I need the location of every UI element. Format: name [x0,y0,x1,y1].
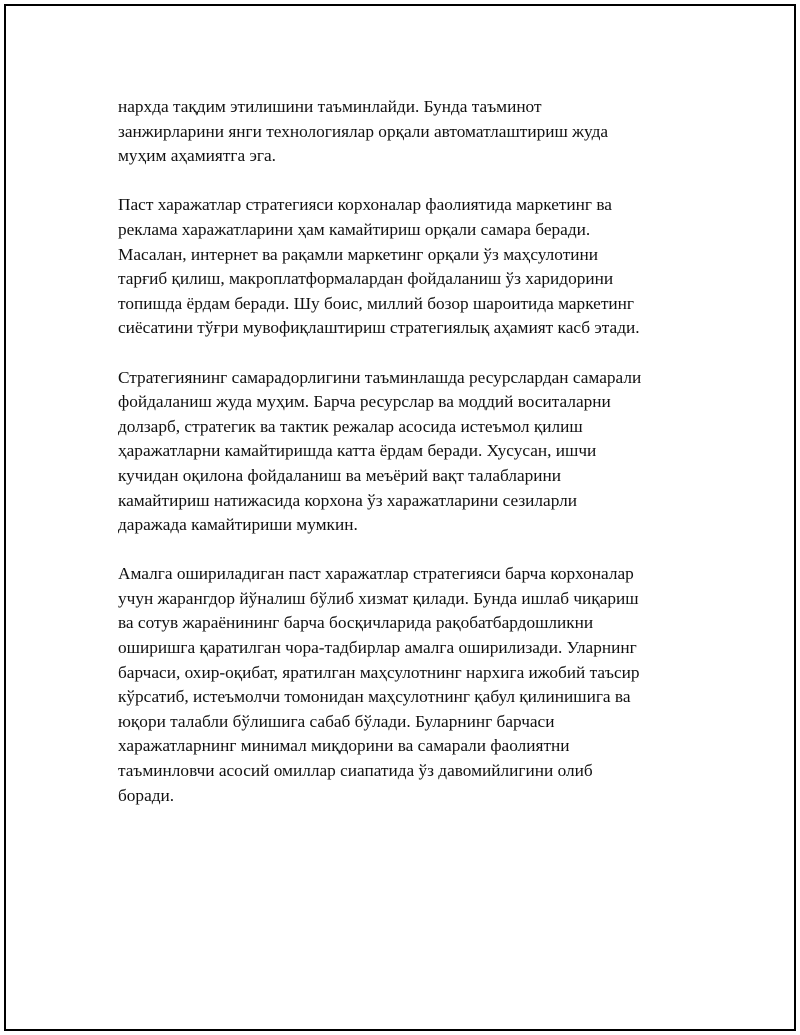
text-line: топишда ёрдам беради. Шу боис, миллий бозор шароитида маркетинг [118,293,634,313]
paragraph-3 [118,366,688,538]
text-line: юқори талабли бўлишига сабаб бўлади. Буларнинг барчаси [118,711,555,731]
text-line: учун жарангдор йўналиш бўлиб хизмат қилади. Бунда ишлаб чиқариш [118,588,639,608]
text-line: кучидан оқилона фойдаланиш ва меъёрий вақт талабларини [118,465,562,485]
text-line: боради. [118,785,175,805]
text-line: харажатларнинг минимал миқдорини ва самарали фаолиятни [118,736,570,756]
text-line: нархда тақдим этилишини таъминлайди. Бунда таъминот [118,97,542,116]
text-line: сиёсатини тўғри мувофиқлаштириш стратегиялық аҳамият касб этади. [118,318,640,338]
text-line: Стратегиянинг самарадорлигини таъминлашда ресурслардан самарали [118,367,642,387]
text-line: даражада камайтириши мумкин. [118,515,358,535]
text-line: фойдаланиш жуда муҳим. Барча ресурслар ва моддий воситаларни [118,392,611,412]
text-line: ва сотув жараёнининг барча босқичларида рақобатбардошликни [118,613,594,633]
paragraph-2 [118,193,688,341]
text-line: таъминловчи асосий омиллар сиапатида ўз давомийлигини олиб [118,761,593,781]
text-line: ҳаражатларни камайтиришда катта ёрдам беради. Хусусан, ишчи [118,441,597,461]
text-line: оширишга қаратилган чора-тадбирлар амалга оширилизади. Уларнинг [118,638,637,658]
text-line: тарғиб қилиш, макроплатформалардан фойдаланиш ўз харидорини [118,269,614,289]
text-line: муҳим аҳамиятга эга. [118,146,276,166]
text-line: кўрсатиб, истеъмолчи томонидан маҳсулотнинг қабул қилинишига ва [118,687,631,707]
text-line: Масалан, интернет ва рақамли маркетинг орқали ўз маҳсулотини [118,244,598,264]
page-frame [4,4,796,1031]
paragraph-4 [118,562,688,808]
paragraph-1 [118,95,688,169]
text-line: Паст харажатлар стратегияси корхоналар фаолиятида маркетинг ва [118,195,612,215]
text-line: Амалга ошириладиган паст харажатлар стратегияси барча корхоналар [118,564,634,584]
page-body [118,95,688,833]
text-line: барчаси, охир-оқибат, яратилган маҳсулотнинг нархига ижобий таъсир [118,662,640,682]
text-line: долзарб, стратегик ва тактик режалар асосида истеъмол қилиш [118,416,583,436]
text-line: реклама харажатларини ҳам камайтириш орқали самара беради. [118,219,591,239]
text-line: занжирларини янги технологиялар орқали автоматлаштириш жуда [118,121,609,141]
text-line: камайтириш натижасида корхона ўз харажатларини сезиларли [118,490,577,510]
